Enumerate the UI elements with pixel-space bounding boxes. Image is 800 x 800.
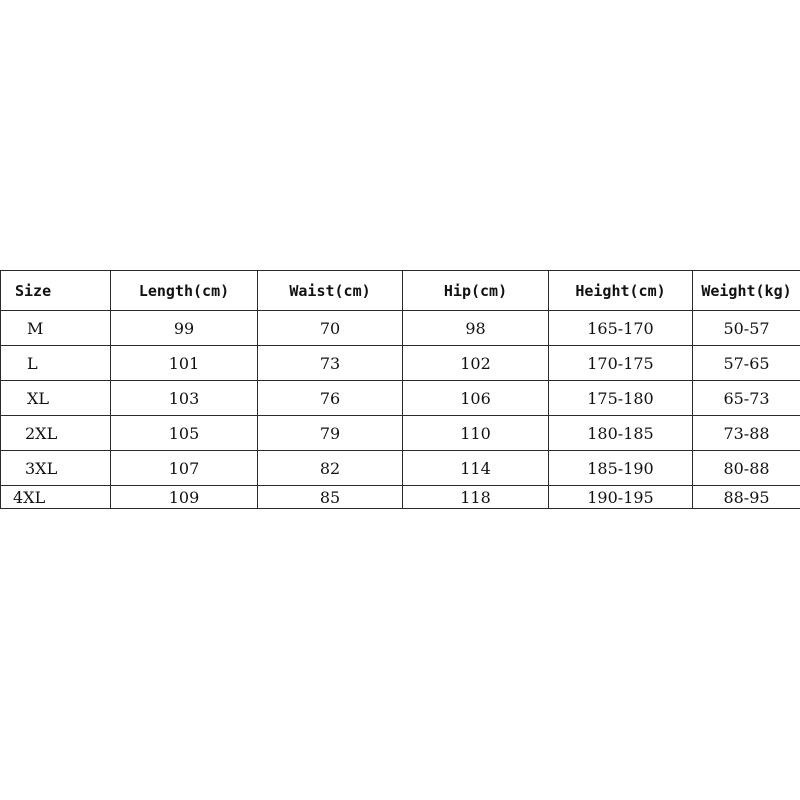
cell-hip: 114 <box>403 451 549 486</box>
cell-height: 175-180 <box>549 381 693 416</box>
cell-height: 165-170 <box>549 311 693 346</box>
cell-weight: 57-65 <box>693 346 800 381</box>
cell-hip: 110 <box>403 416 549 451</box>
cell-size: 2XL <box>1 416 111 451</box>
cell-length: 107 <box>111 451 258 486</box>
table-row <box>1 486 800 509</box>
cell-hip: 102 <box>403 346 549 381</box>
table-row <box>1 451 800 486</box>
size-chart-table <box>0 270 800 509</box>
cell-height: 190-195 <box>549 486 693 509</box>
header-row <box>1 271 800 311</box>
table-row <box>1 346 800 381</box>
cell-size: 3XL <box>1 451 111 486</box>
header-waist: Waist(cm) <box>258 271 403 311</box>
cell-height: 170-175 <box>549 346 693 381</box>
cell-waist: 85 <box>258 486 403 509</box>
cell-size: 4XL <box>1 486 111 509</box>
cell-weight: 80-88 <box>693 451 800 486</box>
cell-weight: 88-95 <box>693 486 800 509</box>
header-hip: Hip(cm) <box>403 271 549 311</box>
cell-weight: 65-73 <box>693 381 800 416</box>
cell-length: 109 <box>111 486 258 509</box>
cell-height: 185-190 <box>549 451 693 486</box>
table-row <box>1 311 800 346</box>
table-row <box>1 381 800 416</box>
cell-hip: 106 <box>403 381 549 416</box>
table-row <box>1 416 800 451</box>
header-length: Length(cm) <box>111 271 258 311</box>
cell-size: L <box>1 346 111 381</box>
cell-waist: 76 <box>258 381 403 416</box>
header-height: Height(cm) <box>549 271 693 311</box>
cell-size: M <box>1 311 111 346</box>
cell-length: 103 <box>111 381 258 416</box>
cell-weight: 73-88 <box>693 416 800 451</box>
cell-waist: 82 <box>258 451 403 486</box>
cell-hip: 118 <box>403 486 549 509</box>
cell-waist: 70 <box>258 311 403 346</box>
header-size: Size <box>1 271 111 311</box>
cell-height: 180-185 <box>549 416 693 451</box>
cell-size: XL <box>1 381 111 416</box>
cell-length: 101 <box>111 346 258 381</box>
cell-waist: 79 <box>258 416 403 451</box>
cell-weight: 50-57 <box>693 311 800 346</box>
header-weight: Weight(kg) <box>693 271 800 311</box>
cell-length: 105 <box>111 416 258 451</box>
cell-length: 99 <box>111 311 258 346</box>
cell-hip: 98 <box>403 311 549 346</box>
cell-waist: 73 <box>258 346 403 381</box>
